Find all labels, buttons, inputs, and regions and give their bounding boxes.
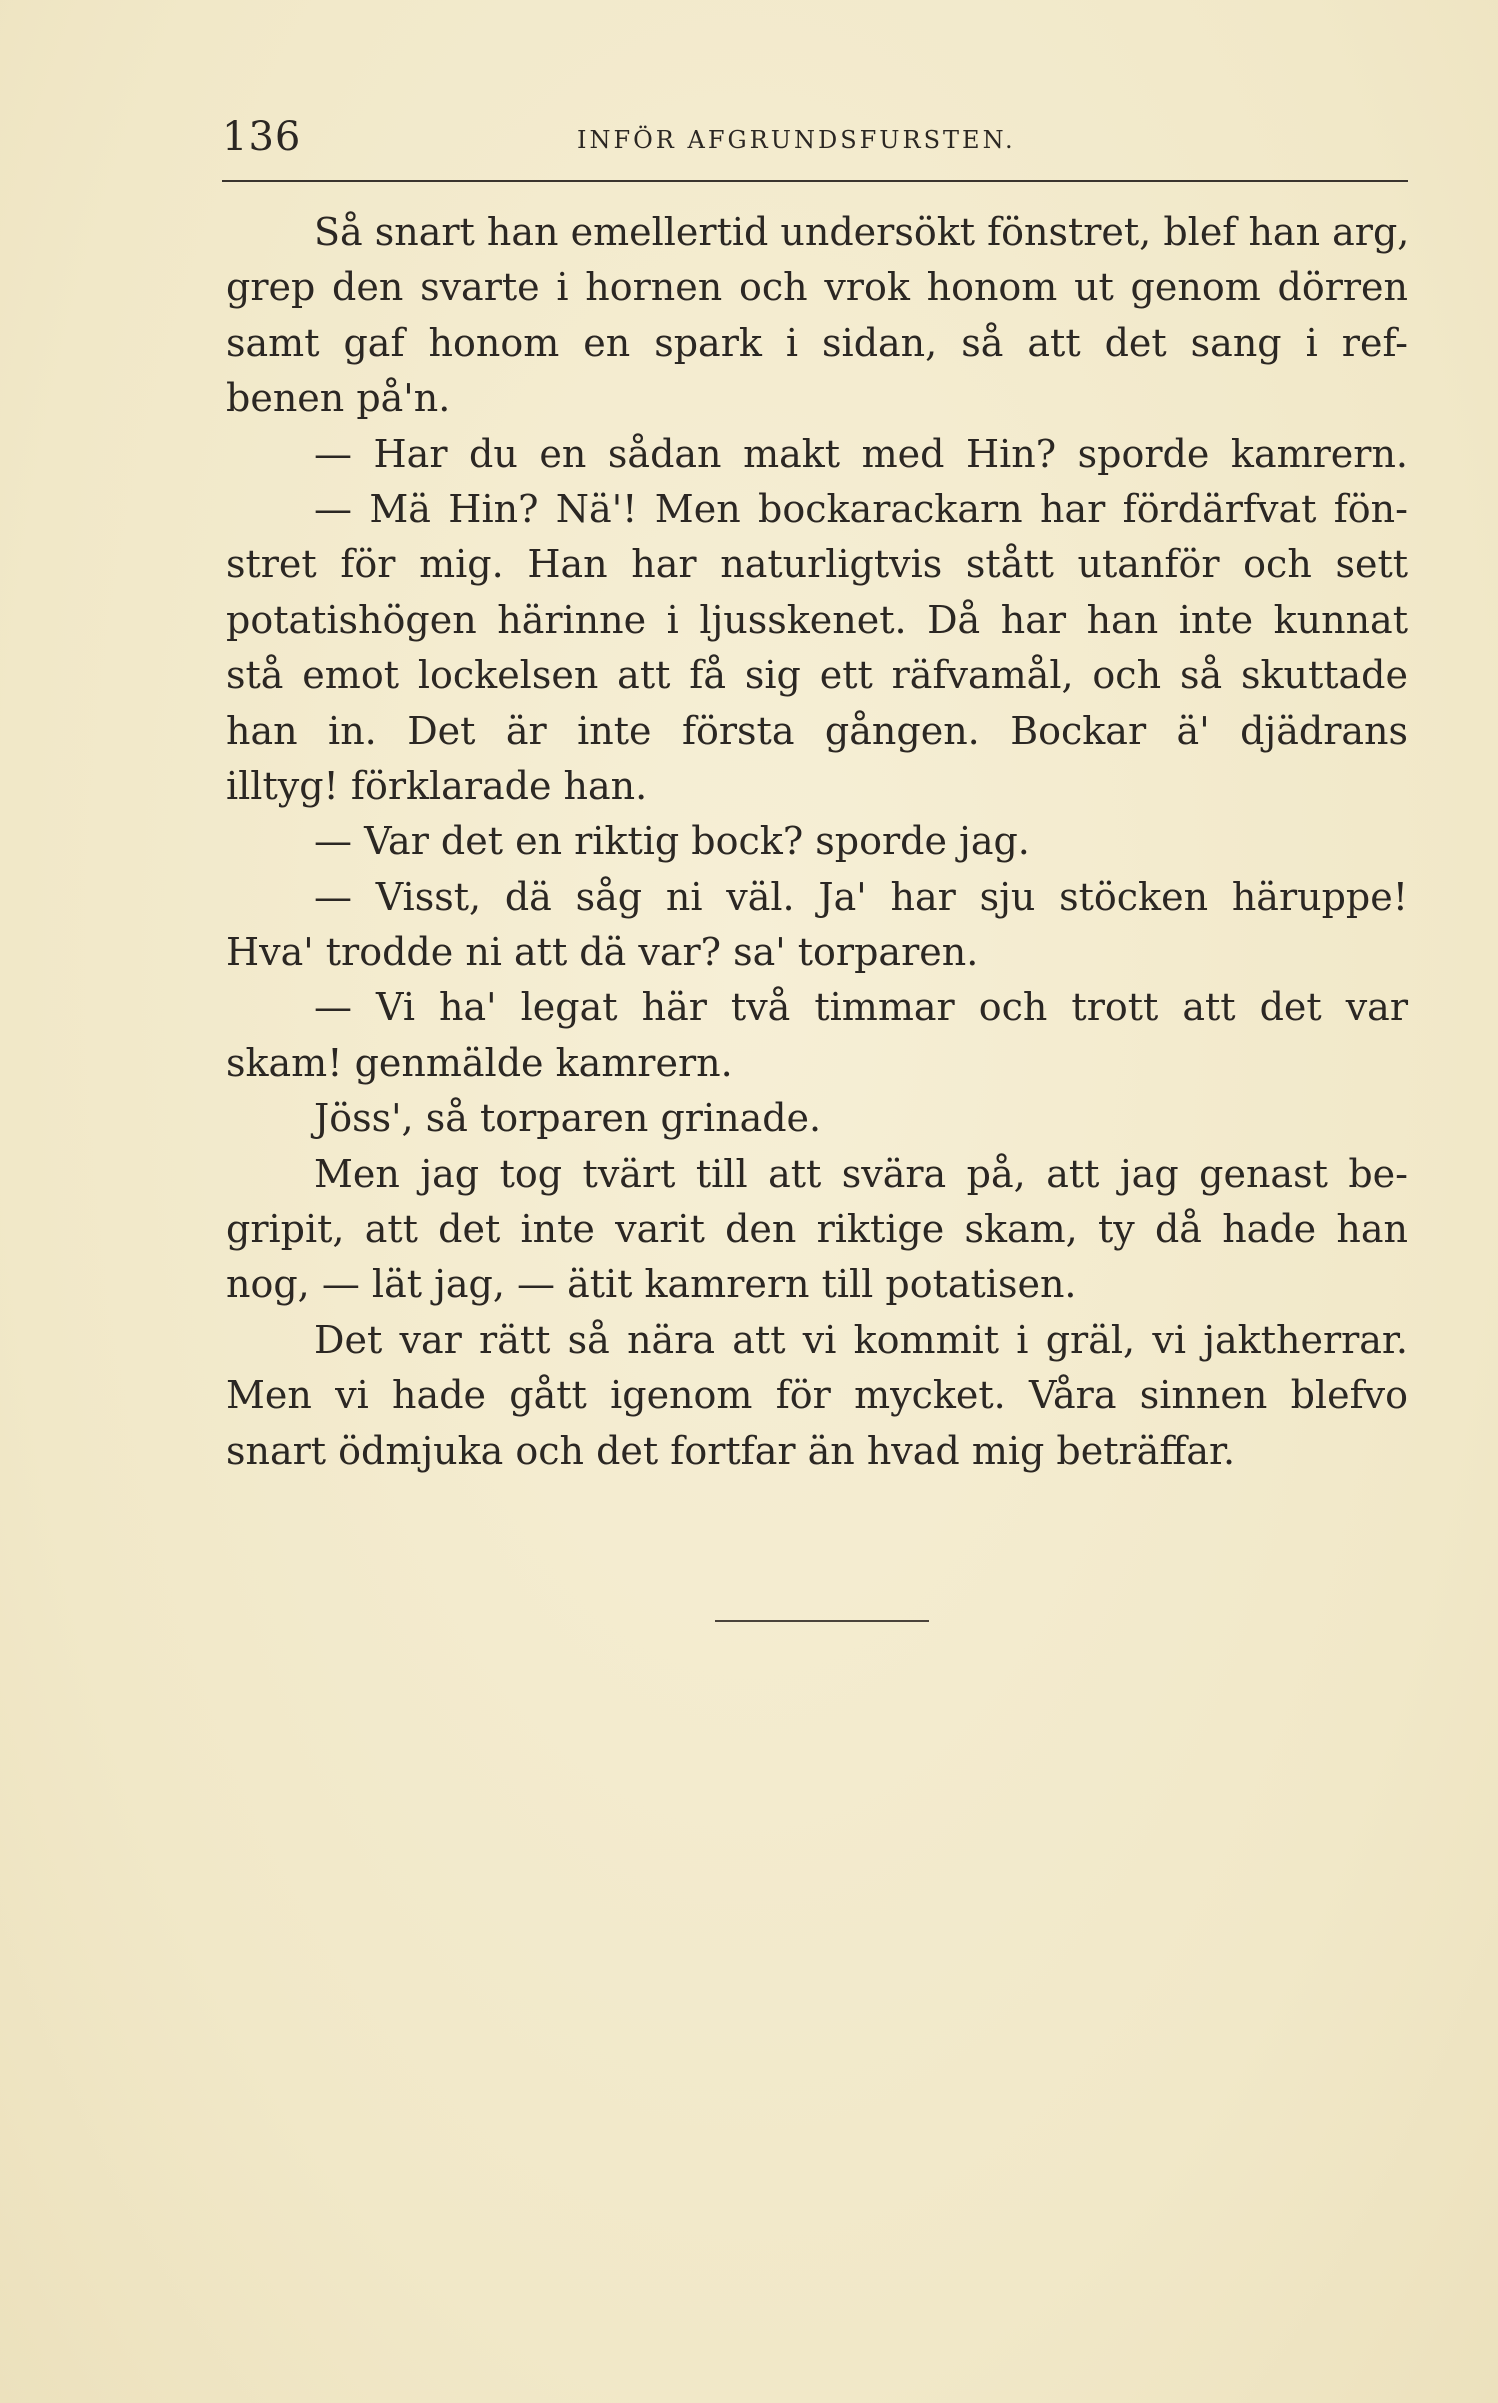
text-line: — Har du en sådan makt med Hin? sporde kamrern. [314, 431, 1408, 476]
text-line: han in. Det är inte första gången. Bockar ä' djädrans [226, 708, 1408, 753]
text-line: skam! genmälde kamrern. [226, 1040, 733, 1085]
text-line: snart ödmjuka och det fortfar än hvad mig beträffar. [226, 1428, 1236, 1473]
text-line: gripit, att det inte varit den riktige skam, ty då hade han [226, 1207, 1408, 1252]
text-line: — Var det en riktig bock? sporde jag. [314, 819, 1030, 864]
text-line: Men vi hade gått igenom för mycket. Våra sinnen blefvo [226, 1373, 1408, 1418]
text-line: illtyg! förklarade han. [226, 763, 648, 808]
page-number: 136 [222, 114, 302, 160]
text-line: Jöss', så torparen grinade. [314, 1096, 822, 1141]
text-line: potatishögen härinne i ljusskenet. Då har han inte kunnat [226, 597, 1408, 642]
text-line: — Mä Hin? Nä'! Men bockarackarn har fördärfvat fön- [314, 486, 1408, 531]
text-line: — Visst, dä såg ni väl. Ja' har sju stöcken häruppe! [314, 874, 1408, 919]
text-line: samt gaf honom en spark i sidan, så att det sang i ref- [226, 320, 1408, 365]
text-line: grep den svarte i hornen och vrok honom ut genom dörren [226, 265, 1408, 310]
text-line: Det var rätt så nära att vi kommit i gräl, vi jaktherrar. [314, 1317, 1408, 1362]
text-line: nog, — lät jag, — ätit kamrern till potatisen. [226, 1262, 1077, 1307]
body-text [226, 205, 1408, 1479]
text-line: Hva' trodde ni att dä var? sa' torparen. [226, 930, 979, 975]
running-head: INFÖR AFGRUNDSFURSTEN. [577, 126, 1016, 154]
page-header [222, 110, 1408, 170]
text-line: — Vi ha' legat här två timmar och trott att det var [314, 985, 1408, 1030]
end-rule [715, 1620, 929, 1622]
text-line: stret för mig. Han har naturligtvis stått utanför och sett [226, 542, 1408, 587]
text-line: benen på'n. [226, 376, 451, 421]
text-line: Men jag tog tvärt till att svära på, att jag genast be- [314, 1151, 1408, 1196]
text-line: stå emot lockelsen att få sig ett räfvamål, och så skuttade [226, 653, 1408, 698]
header-rule [222, 180, 1408, 182]
text-line: Så snart han emellertid undersökt fönstret, blef han arg, [314, 210, 1410, 254]
